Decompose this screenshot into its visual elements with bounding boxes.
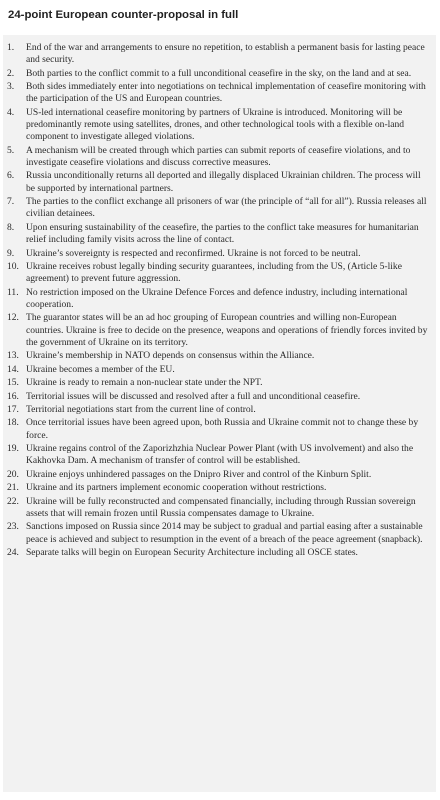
proposal-point (3, 521, 436, 546)
point-number: 21. (7, 482, 19, 494)
proposal-point (3, 81, 436, 106)
point-number: 11. (7, 286, 19, 298)
proposal-point (3, 377, 436, 389)
proposal-point (3, 391, 436, 403)
proposal-point (3, 170, 436, 195)
point-text: Ukraine regains control of the Zaporizhzhia Nuclear Power Plant (with US involvement) and also the Kakhovka Dam. A mechanism of transfer of control will be established. (26, 443, 414, 467)
proposal-point (3, 469, 436, 481)
point-text: Both parties to the conflict commit to a full unconditional ceasefire in the sky, on the land and at sea. (26, 67, 412, 79)
point-text: Ukraine’s membership in NATO depends on consensus within the Alliance. (26, 350, 315, 362)
point-text: The guarantor states will be an ad hoc grouping of European countries and willing non-European countries. Ukraine is free to decide on the presence, weapons and operations of friendly forces invited by the government of Ukraine on its territory. (26, 312, 428, 348)
point-text: Ukraine enjoys unhindered passages on the Dnipro River and control of the Kinburn Split. (26, 468, 372, 480)
point-text: Territorial issues will be discussed and resolved after a full and unconditional ceasefire. (26, 390, 361, 402)
point-text: A mechanism will be created through which parties can submit reports of ceasefire violations, and to investigate ceasefire violations and discuss corrective measures. (26, 144, 411, 168)
proposal-point (3, 42, 436, 67)
point-text: US-led international ceasefire monitoring by partners of Ukraine is introduced. Monitoring will be predominantly remote using satellites, drones, and other technological tools with a flexible on-land component to investigate alleged violations. (26, 106, 405, 143)
point-text: Both sides immediately enter into negotiations on technical implementation of ceasefire monitoring with the participation of the US and European countries. (26, 81, 426, 105)
proposal-point (3, 350, 436, 362)
point-text: Ukraine becomes a member of the EU. (26, 363, 175, 375)
point-number: 19. (7, 443, 19, 455)
point-number: 18. (7, 417, 19, 429)
proposal-point (3, 482, 436, 494)
point-text: No restriction imposed on the Ukraine Defence Forces and defence industry, including international cooperation. (26, 286, 408, 310)
point-text: Territorial negotiations start from the current line of control. (26, 404, 256, 415)
point-text: Ukraine will be fully reconstructed and compensated financially, including through Russian sovereign assets that will remain frozen until Russia compensates damage to Ukraine. (26, 495, 416, 519)
point-number: 4. (7, 106, 15, 118)
point-number: 10. (7, 260, 19, 272)
point-text: Russia unconditionally returns all deported and illegally displaced Ukrainian children. The process will be supported by international partners. (26, 170, 421, 194)
proposal-point (3, 145, 436, 170)
point-text: Sanctions imposed on Russia since 2014 may be subject to gradual and partial easing after a sustainable peace is achieved and subject to resumption in the event of a breach of the peace agreement (snapback). (26, 521, 423, 545)
point-text: Upon ensuring sustainability of the ceasefire, the parties to the conflict take measures for humanitarian relief including family visits across the line of contact. (26, 221, 419, 246)
point-number: 14. (7, 363, 19, 375)
point-number: 5. (7, 144, 15, 156)
point-number: 6. (7, 170, 15, 182)
proposal-point (3, 248, 436, 260)
point-number: 2. (7, 67, 15, 79)
point-text: Ukraine and its partners implement economic cooperation without restrictions. (26, 482, 327, 494)
proposal-list (3, 42, 436, 561)
point-text: Once territorial issues have been agreed upon, both Russia and Ukraine commit not to change these by force. (26, 417, 419, 441)
point-number: 15. (7, 377, 19, 389)
point-text: The parties to the conflict exchange all prisoners of war (the principle of “all for all”). Russia releases all civilian detainees. (26, 196, 427, 220)
proposal-point (3, 196, 436, 221)
point-number: 3. (7, 81, 15, 93)
proposal-point (3, 287, 436, 312)
proposal-point (3, 404, 436, 416)
proposal-point (3, 107, 436, 144)
point-number: 13. (7, 350, 19, 362)
proposal-point (3, 312, 436, 349)
proposal-point (3, 417, 436, 442)
point-number: 17. (7, 404, 19, 415)
point-number: 16. (7, 390, 19, 402)
proposal-panel (3, 35, 436, 792)
point-text: Separate talks will begin on European Security Architecture including all OSCE states. (26, 547, 358, 559)
point-number: 22. (7, 495, 19, 507)
point-text: Ukraine receives robust legally binding security guarantees, including from the US, (Article 5-like agreement) to prevent future aggression. (26, 260, 402, 285)
point-number: 7. (7, 196, 15, 208)
article-title: 24-point European counter-proposal in full (8, 9, 239, 21)
point-number: 24. (7, 547, 19, 559)
point-number: 20. (7, 468, 19, 480)
proposal-point (3, 222, 436, 247)
point-number: 1. (7, 42, 15, 53)
proposal-point (3, 443, 436, 468)
proposal-point (3, 547, 436, 559)
point-number: 8. (7, 221, 15, 233)
point-number: 23. (7, 521, 19, 533)
proposal-point (3, 364, 436, 376)
point-number: 12. (7, 312, 19, 324)
point-text: Ukraine is ready to remain a non-nuclear state under the NPT. (26, 377, 263, 389)
proposal-point (3, 68, 436, 80)
point-text: End of the war and arrangements to ensure no repetition, to establish a permanent basis for lasting peace and security. (26, 42, 425, 66)
point-number: 9. (7, 247, 15, 259)
point-text: Ukraine’s sovereignty is respected and reconfirmed. Ukraine is not forced to be neutral. (26, 247, 361, 259)
proposal-point (3, 261, 436, 286)
proposal-point (3, 496, 436, 521)
